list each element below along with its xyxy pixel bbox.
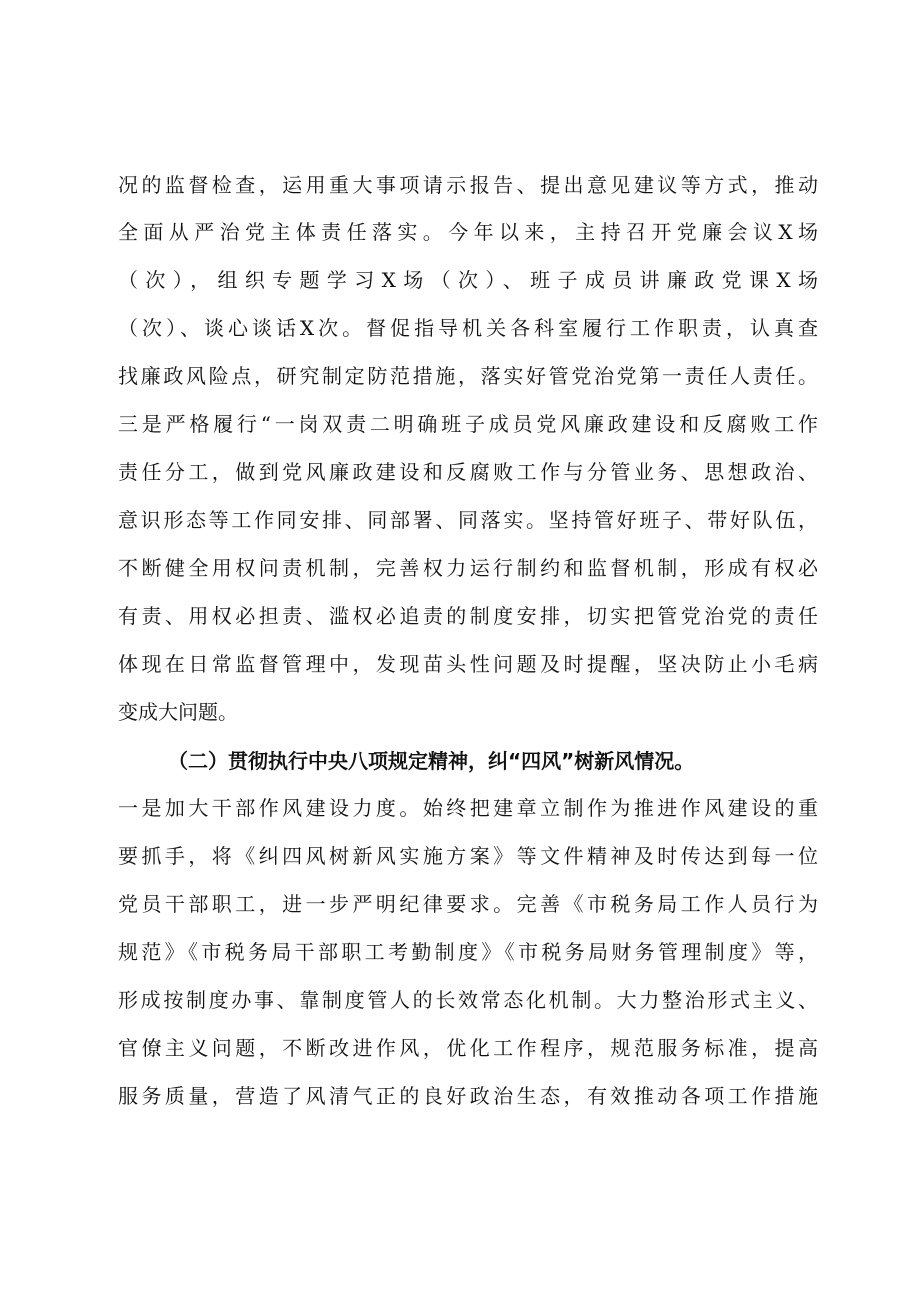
body-text-line: （次）、谈心谈话X次。督促指导机关各科室履行工作职责，认真查: [118, 316, 818, 340]
body-text-line: 全面从严治党主体责任落实。今年以来，主持召开党廉会议X场: [118, 220, 818, 244]
body-text-line: 规范》《市税务局干部职工考勤制度》《市税务局财务管理制度》等，: [118, 940, 818, 964]
body-text-line: 变成大问题。: [118, 700, 238, 724]
body-text-line: 意识形态等工作同安排、同部署、同落实。坚持管好班子、带好队伍，: [118, 508, 818, 532]
body-text-line: （次），组织专题学习X场（次）、班子成员讲廉政党课X场: [118, 268, 818, 292]
body-text-line: 不断健全用权问责机制，完善权力运行制约和监督机制，形成有权必: [118, 556, 818, 580]
body-text-line: 官僚主义问题，不断改进作风，优化工作程序，规范服务标准，提高: [118, 1036, 818, 1060]
body-text-line: 服务质量，营造了风清气正的良好政治生态，有效推动各项工作措施: [118, 1084, 818, 1108]
section-heading: （二）贯彻执行中央八项规定精神，纠“四风”树新风情况。: [168, 749, 695, 773]
body-text-line: 形成按制度办事、靠制度管人的长效常态化机制。大力整治形式主义、: [118, 988, 818, 1012]
body-text-line: 找廉政风险点，研究制定防范措施，落实好管党治党第一责任人责任。: [118, 364, 818, 388]
body-text-line: 一是加大干部作风建设力度。始终把建章立制作为推进作风建设的重: [118, 796, 818, 820]
body-text-line: 党员干部职工，进一步严明纪律要求。完善《市税务局工作人员行为: [118, 892, 818, 916]
body-text-line: 责任分工，做到党风廉政建设和反腐败工作与分管业务、思想政治、: [118, 460, 818, 484]
body-text-line: 要抓手，将《纠四风树新风实施方案》等文件精神及时传达到每一位: [118, 844, 818, 868]
body-text-line: 三是严格履行“一岗双责二明确班子成员党风廉政建设和反腐败工作: [118, 412, 818, 436]
body-text-line: 有责、用权必担责、滥权必追责的制度安排，切实把管党治党的责任: [118, 604, 818, 628]
body-text-line: 体现在日常监督管理中，发现苗头性问题及时提醒，坚决防止小毛病: [118, 652, 818, 676]
body-text-line: 况的监督检查，运用重大事项请示报告、提出意见建议等方式，推动: [118, 173, 818, 197]
